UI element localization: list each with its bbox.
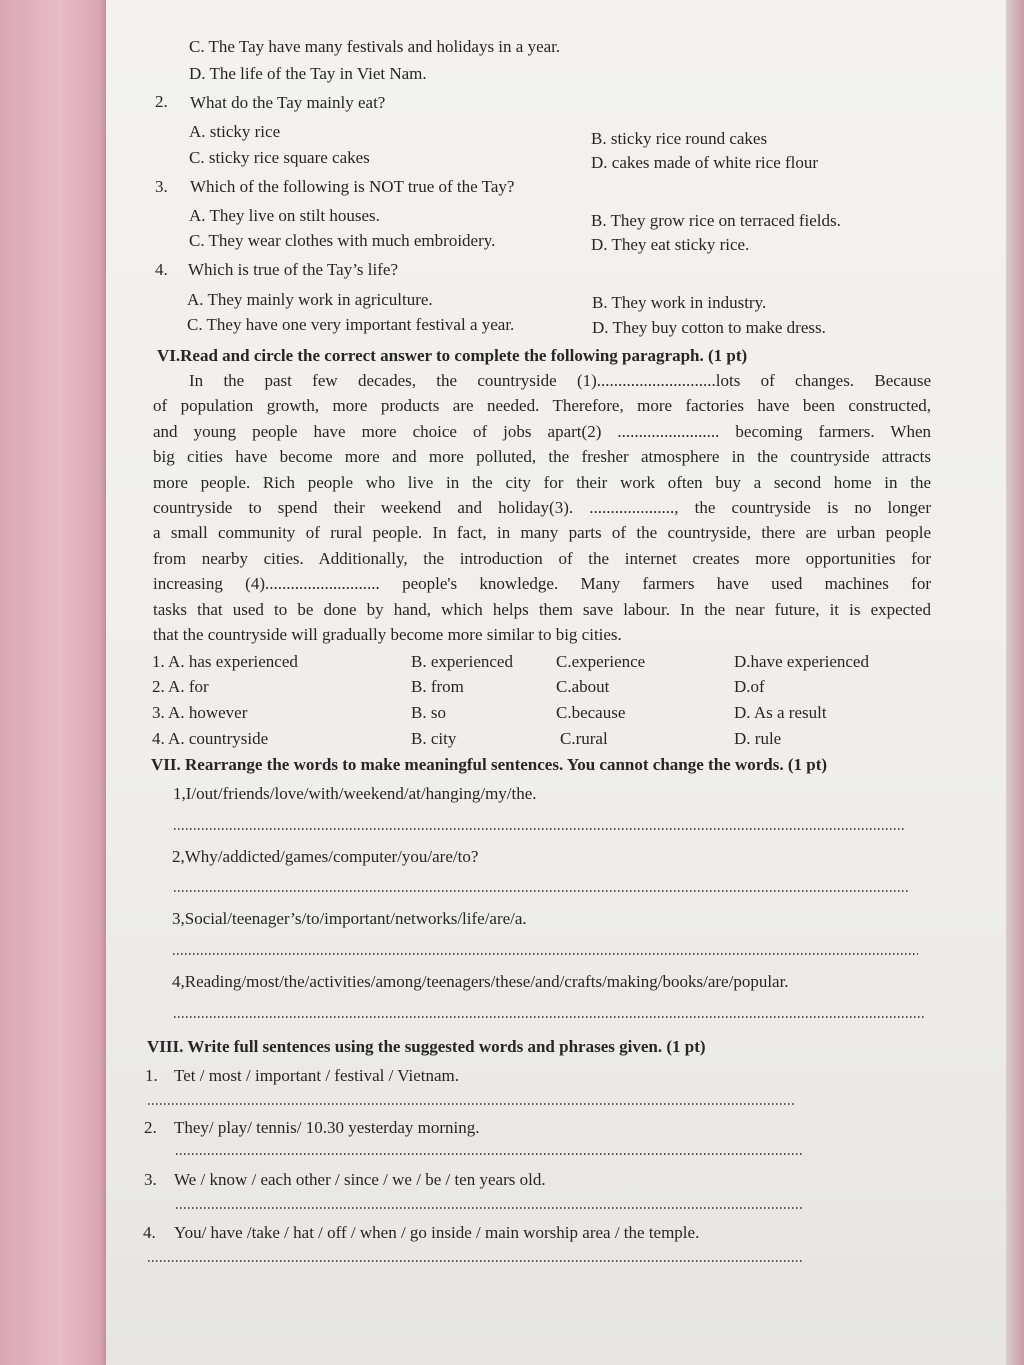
paper-edge-shadow [1006, 0, 1024, 1365]
write-item-text: Tet / most / important / festival / Vietnam. [174, 1066, 460, 1085]
write-item-number: 4. [143, 1223, 156, 1242]
s6-q1-option-c: C.experience [556, 652, 646, 671]
s6-q1-option-b: B. experienced [411, 652, 513, 671]
question-text: Which of the following is NOT true of the Tay? [190, 177, 515, 196]
s6-q3-option-c: C.because [556, 703, 626, 722]
write-item-number: 3. [144, 1170, 157, 1189]
q2-option-a: A. sticky rice [189, 122, 281, 141]
paragraph-line: of population growth, more products are needed. Therefore, more factories have been constructed, [153, 396, 931, 416]
paragraph-line: tasks that used to be done by hand, which helps them save labour. In the near future, it is expected [153, 599, 931, 619]
q2-option-c: C. sticky rice square cakes [189, 148, 370, 167]
answer-line[interactable] [174, 890, 909, 892]
question-number: 2. [155, 92, 168, 111]
q3-option-c: C. They wear clothes with much embroidery. [189, 231, 496, 250]
s6-q1-option-d: D.have experienced [734, 652, 869, 671]
q1-option-d: D. The life of the Tay in Viet Nam. [189, 64, 427, 83]
rearrange-item: 2,Why/addicted/games/computer/you/are/to? [172, 847, 479, 866]
q2-option-d: D. cakes made of white rice flour [591, 153, 819, 172]
paragraph-line: a small community of rural people. In fact, in many parts of the countryside, there are urban people [153, 523, 931, 543]
s6-q3-option-a: 3. A. however [152, 703, 248, 722]
paragraph-line: that the countryside will gradually become more similar to big cities. [153, 625, 622, 645]
s6-q1-option-a: 1. A. has experienced [152, 652, 298, 671]
reading-paragraph [153, 368, 931, 647]
s6-q2-option-a: 2. A. for [152, 677, 209, 696]
paragraph-line: In the past few decades, the countryside (1)............................lots of changes. Because [189, 371, 931, 390]
q4-option-c: C. They have one very important festival a year. [187, 315, 515, 334]
s6-q4-option-a: 4. A. countryside [152, 729, 269, 748]
question-text: Which is true of the Tay’s life? [188, 260, 398, 279]
s6-q2-option-c: C.about [556, 677, 610, 696]
answer-line[interactable] [174, 1016, 926, 1018]
paragraph-line: and young people have more choice of jobs apart(2) ........................ becoming farmers. When [153, 421, 931, 441]
write-item-number: 2. [144, 1118, 157, 1137]
write-item-text: You/ have /take / hat / off / when / go inside / main worship area / the temple. [174, 1223, 700, 1242]
q4-option-a: A. They mainly work in agriculture. [187, 290, 433, 309]
q2-option-b: B. sticky rice round cakes [591, 129, 768, 148]
rearrange-item: 1,I/out/friends/love/with/weekend/at/hanging/my/the. [173, 784, 537, 803]
answer-line[interactable] [173, 953, 918, 955]
section-6-heading: VI.Read and circle the correct answer to complete the following paragraph. (1 pt) [157, 346, 748, 365]
rearrange-item: 4,Reading/most/the/activities/among/teenagers/these/and/crafts/making/books/are/popular. [172, 972, 789, 991]
question-number: 4. [155, 260, 168, 279]
q4-option-b: B. They work in industry. [592, 293, 767, 312]
section-8-heading: VIII. Write full sentences using the suggested words and phrases given. (1 pt) [147, 1037, 706, 1056]
s6-q4-option-d: D. rule [734, 729, 782, 748]
write-item-text: They/ play/ tennis/ 10.30 yesterday morning. [174, 1118, 480, 1137]
answer-line[interactable] [176, 1207, 803, 1209]
write-item-number: 1. [145, 1066, 158, 1085]
paragraph-line: more people. Rich people who live in the city for their work often buy a second home in the [153, 472, 931, 492]
write-item-text: We / know / each other / since / we / be / ten years old. [174, 1170, 546, 1189]
q4-option-d: D. They buy cotton to make dress. [592, 318, 826, 337]
s6-q3-option-b: B. so [411, 703, 446, 722]
s6-q2-option-d: D.of [734, 677, 765, 696]
s6-q3-option-d: D. As a result [734, 703, 827, 722]
s6-q4-option-b: B. city [411, 729, 457, 748]
q3-option-a: A. They live on stilt houses. [189, 206, 380, 225]
q3-option-d: D. They eat sticky rice. [591, 235, 750, 254]
question-text: What do the Tay mainly eat? [190, 93, 386, 112]
s6-q2-option-b: B. from [411, 677, 464, 696]
answer-line[interactable] [148, 1103, 796, 1105]
paragraph-line: countryside to spend their weekend and holiday(3). ...................., the countryside is no longer [153, 498, 931, 518]
question-number: 3. [155, 177, 168, 196]
answer-line[interactable] [176, 1153, 803, 1155]
paragraph-line: big cities have become more and more polluted, the fresher atmosphere in the countryside attracts [153, 447, 931, 467]
rearrange-item: 3,Social/teenager’s/to/important/networks/life/are/a. [172, 909, 527, 928]
answer-line[interactable] [174, 828, 904, 830]
answer-line[interactable] [148, 1260, 803, 1262]
section-7-heading: VII. Rearrange the words to make meaningful sentences. You cannot change the words. (1 pt) [151, 755, 828, 774]
paragraph-line: increasing (4)........................... people's knowledge. Many farmers have used machines for [153, 574, 931, 594]
paragraph-line: from nearby cities. Additionally, the introduction of the internet creates more opportunities for [153, 548, 931, 568]
s6-q4-option-c: C.rural [560, 729, 608, 748]
q3-option-b: B. They grow rice on terraced fields. [591, 211, 841, 230]
q1-option-c: C. The Tay have many festivals and holidays in a year. [189, 37, 561, 56]
